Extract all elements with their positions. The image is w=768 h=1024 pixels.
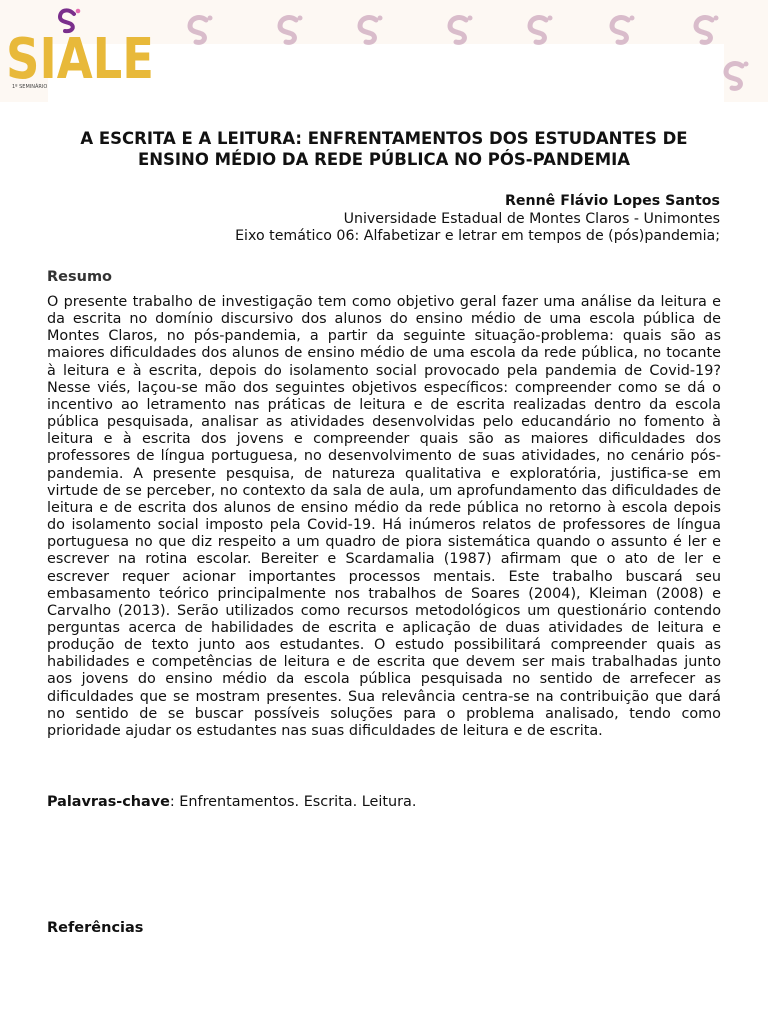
author-name: Rennê Flávio Lopes Santos bbox=[504, 193, 720, 209]
watermark-logo-icon bbox=[686, 12, 726, 48]
keywords bbox=[47, 794, 721, 811]
author-affiliation: Universidade Estadual de Montes Claros - Unimontes bbox=[343, 210, 720, 227]
watermark-logo-icon bbox=[602, 12, 642, 48]
references-heading: Referências bbox=[47, 920, 144, 936]
watermark-logo-icon bbox=[350, 12, 390, 48]
abstract-text: O presente trabalho de investigação tem como objetivo geral fazer uma análise da leitura e da escrita no domínio discursivo dos alunos do ensino médio de uma escola pública de Montes Claros, no pós-pandemia, a partir da seguinte situação-problema: quais são as maiores dificuldades dos alunos de ensino médio de uma escola da rede pública, no tocante à leitura e à escrita, depois do isolamento social provocado pela pandemia de Covid-19? Nesse viés, laçou-se mão dos seguintes objetivos específicos: compreender como se dá o incentivo ao letramento nas práticas de leitura e de escrita realizadas dentro da escola pública pesquisada, analisar as atividades desenvolvidas pelo educandário no fomento à leitura e à escrita dos jovens e compreender quais são as maiores dificuldades dos professores de língua portuguesa, no desenvolvimento de suas atividades, no cenário pós-pandemia. A presente pesquisa, de natureza qualitativa e exploratória, justifica-se em virtude de se perceber, no contexto da sala de aula, um aprofundamento das dificuldades de leitura e de escrita dos alunos de ensino médio da rede pública no retorno à escola depois do isolamento social imposto pela Covid-19. Há inúmeros relatos de professores de língua portuguesa no que diz respeito a um quadro de piora sistemática quando o assunto é ler e escrever na rotina escolar. Bereiter e Scardamalia (1987) afirmam que o ato de ler e escrever requer acionar importantes processos mentais. Este trabalho buscará seu embasamento teórico principalmente nos trabalhos de Soares (2004), Kleiman (2008) e Carvalho (2013). Serão utilizados como recursos metodológicos um questionário contendo perguntas acerca de habilidades de escrita e aplicação de duas atividades de leitura e produção de texto junto aos estudantes. O estudo possibilitará compreender quais as habilidades e competências de leitura e de escrita que devem ser mais trabalhadas junto aos jovens do ensino médio da escola pública pesquisada no sentido de arrefecer as dificuldades que se mostram presentes. Sua relevância centra-se na contribuição que dará no sentido de se buscar possíveis soluções para o problema analisado, tendo como prioridade ajudar os estudantes nas suas dificuldades de leitura e de escrita. bbox=[47, 294, 721, 739]
watermark-logo-icon bbox=[520, 12, 560, 48]
watermark-logo-icon bbox=[180, 12, 220, 48]
keywords-text: : Enfrentamentos. Escrita. Leitura. bbox=[169, 794, 417, 810]
page-title bbox=[40, 128, 728, 170]
title-line-1: A ESCRITA E A LEITURA: ENFRENTAMENTOS DOS ESTUDANTES DE bbox=[80, 129, 688, 148]
abstract-heading: Resumo bbox=[47, 269, 113, 285]
watermark-logo-icon bbox=[440, 12, 480, 48]
watermark-logo-icon bbox=[716, 58, 756, 94]
event-logo-icon bbox=[4, 4, 156, 100]
thematic-axis: Eixo temático 06: Alfabetizar e letrar em tempos de (pós)pandemia; bbox=[235, 228, 720, 244]
watermark-logo-icon bbox=[270, 12, 310, 48]
author-block bbox=[80, 193, 720, 246]
svg-text:SIALE: SIALE bbox=[6, 27, 154, 92]
keywords-label: Palavras-chave bbox=[47, 794, 170, 810]
svg-text:1º SEMINÁRIO: 1º SEMINÁRIO bbox=[12, 84, 48, 90]
title-line-2: ENSINO MÉDIO DA REDE PÚBLICA NO PÓS-PANDEMIA bbox=[137, 150, 631, 169]
